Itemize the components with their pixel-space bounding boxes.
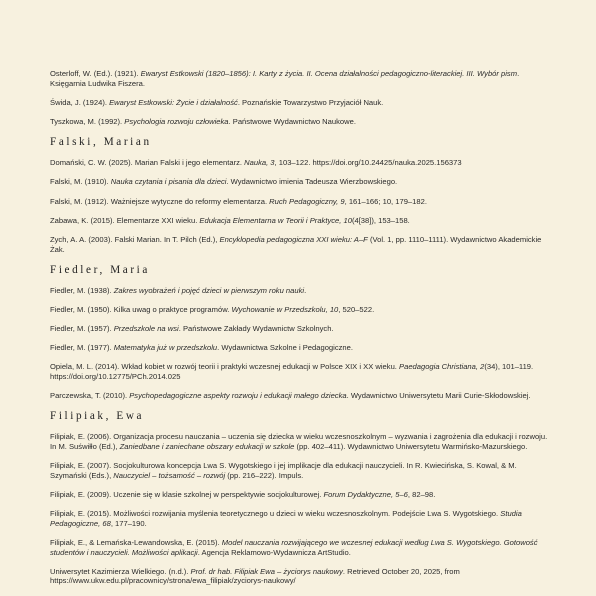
reference-title: Paedagogia Christiana, 2 xyxy=(399,362,485,372)
reference-text: Fiedler, M. (1938). xyxy=(50,285,114,295)
reference-title: Forum Dydaktyczne, 5–6 xyxy=(323,489,408,499)
reference-title: Ewaryst Estkowski (1820–1856): I. Karty z życia. II. Ocena działalności pedagogiczno-literackiej. III. Wybór pism xyxy=(140,69,518,78)
reference-title: Przedszkole na wsi xyxy=(113,324,179,334)
reference-details: . Agencja Reklamowo-Wydawnicza ArtStudio. xyxy=(197,547,351,557)
reference-entry xyxy=(50,432,552,451)
reference-title: Ewaryst Estkowski: Życie i działalność xyxy=(109,97,238,107)
reference-details: . xyxy=(304,285,307,295)
reference-details: , 177–190. xyxy=(110,518,147,528)
reference-title: Model nauczania rozwijającego we wczesnej edukacji według Lwa S. Wygotskiego. Gotowość studentów i nauczycieli. Możliwości aplikacji xyxy=(50,537,538,557)
reference-title: Prof. dr hab. Filipiak Ewa – życiorys naukowy xyxy=(190,566,343,576)
reference-entry xyxy=(50,461,552,480)
reference-entry xyxy=(50,216,552,226)
reference-entry xyxy=(50,362,552,381)
reference-text: Parczewska, T. (2010). xyxy=(50,391,130,401)
reference-text: Filipiak, E. (2006). Organizacja procesu nauczania – uczenia się dziecka w wieku wczesnoszkolnym – wyzwania i zagrożenia dla edukacji i rozwoju. In M. Suświłło (Ed.), xyxy=(50,432,548,451)
reference-text: Uniwersytet Kazimierza Wielkiego. (n.d.). xyxy=(50,566,191,576)
reference-title: Nauka czytania i pisania dla dzieci xyxy=(110,177,227,187)
reference-details: (Vol. 1, pp. 1110–1111). Wydawnictwo Akademickie Żak. xyxy=(50,234,542,254)
reference-entry xyxy=(50,391,552,401)
reference-text: Filipiak, E. (2015). Możliwości rozwijania myślenia teoretycznego u dzieci w wieku wczesnoszkolnym. Podejście Lwa S. Wygotskiego. xyxy=(50,509,501,519)
reference-title: Encyklopedia pedagogiczna XXI wieku: A–F xyxy=(219,234,368,244)
reference-text: Osterloff, W. (Ed.). (1921). xyxy=(50,69,141,78)
reference-details: , 520–522. xyxy=(338,304,375,314)
reference-text: Filipiak, E. (2009). Uczenie się w klasie szkolnej w perspektywie socjokulturowej. xyxy=(50,489,324,499)
reference-title: Zakres wyobrażeń i pojęć dzieci w pierwszym roku nauki xyxy=(113,285,305,295)
section-heading: Filipiak, Ewa xyxy=(50,410,145,423)
reference-title: Ruch Pedagogiczny, 9 xyxy=(269,196,345,206)
reference-title: Psychologia rozwoju człowieka xyxy=(124,116,229,126)
reference-text: Tyszkowa, M. (1992). xyxy=(50,116,125,126)
reference-title: Zaniedbane i zaniechane obszary edukacji w szkole xyxy=(119,442,295,451)
reference-text: Opiela, M. L. (2014). Wkład kobiet w rozwój teorii i praktyki wczesnej edukacji w Polsce XIX i XX wieku. xyxy=(50,362,400,372)
reference-details: , 161–166; 10, 179–182. xyxy=(344,196,427,206)
reference-entry xyxy=(50,509,552,528)
reference-text: Zabawa, K. (2015). Elementarze XXI wieku. xyxy=(50,215,200,225)
reference-details: (4[38]), 153–158. xyxy=(351,215,410,225)
reference-details: , 82–98. xyxy=(407,489,436,499)
reference-details: . Wydawnictwa Szkolne i Pedagogiczne. xyxy=(217,343,353,353)
reference-details: , 103–122. https://doi.org/10.24425/nauka.2025.156373 xyxy=(274,158,462,168)
reference-details: . Państwowe Wydawnictwo Naukowe. xyxy=(228,116,356,126)
reference-details: . Księgarnia Ludwika Fiszera. xyxy=(50,69,520,88)
reference-details: . Państwowe Zakłady Wydawnictw Szkolnych. xyxy=(178,324,334,334)
reference-details: . Retrieved October 20, 2025, from https://www.ukw.edu.pl/pracownicy/strona/ewa_filipiak/zyciorys-naukowy/ xyxy=(50,566,460,586)
section-heading: Falski, Marian xyxy=(50,136,152,149)
reference-text: Falski, M. (1912). Ważniejsze wytyczne do reformy elementarza. xyxy=(50,196,270,206)
reference-text: Filipiak, E. (2007). Socjokulturowa koncepcja Lwa S. Wygotskiego i jej implikacje dla edukacji nauczycieli. In R. Kwiecińska, S. Kowal, & M. Szymański (Eds.), xyxy=(50,461,517,480)
reference-text: Fiedler, M. (1957). xyxy=(50,324,114,334)
reference-entry xyxy=(50,567,552,586)
reference-title: Matematyka już w przedszkolu xyxy=(113,343,218,353)
reference-entry xyxy=(50,117,552,127)
reference-details: (34), 101–119. https://doi.org/10.12775/PCh.2014.025 xyxy=(50,362,534,382)
reference-details: . Wydawnictwo Uniwersytetu Marii Curie-Skłodowskiej. xyxy=(346,391,531,401)
reference-details: . Poznańskie Towarzystwo Przyjaciół Nauk. xyxy=(237,97,384,107)
reference-text: Falski, M. (1910). xyxy=(50,177,111,187)
reference-entry xyxy=(50,197,552,207)
intro-references xyxy=(50,69,552,127)
reference-entry xyxy=(50,490,552,500)
reference-entry xyxy=(50,98,552,108)
reference-details: (pp. 402–411). Wydawnictwo Uniwersytetu Warmińsko-Mazurskiego. xyxy=(294,442,528,451)
reference-entry xyxy=(50,324,552,334)
section-heading: Fiedler, Maria xyxy=(50,263,150,276)
reference-entry xyxy=(50,69,552,88)
reference-text: Filipiak, E., & Lemańska-Lewandowska, E. (2015). xyxy=(50,537,222,547)
bibliography-sections xyxy=(50,136,552,586)
reference-text: Domański, C. W. (2025). Marian Falski i jego elementarz. xyxy=(50,158,245,168)
reference-title: Edukacja Elementarna w Teorii i Praktyce, 10 xyxy=(199,215,352,225)
reference-entry xyxy=(50,177,552,187)
reference-entry xyxy=(50,343,552,353)
reference-entry xyxy=(50,305,552,315)
reference-title: Nauczyciel – tożsamość – rozwój xyxy=(113,470,226,480)
reference-details: . Wydawnictwo imienia Tadeusza Wierzbowskiego. xyxy=(226,177,398,187)
reference-title: Psychopedagogiczne aspekty rozwoju i edukacji małego dziecka xyxy=(129,391,347,401)
reference-title: Studia Pedagogiczne, 68 xyxy=(50,509,522,528)
reference-text: Świda, J. (1924). xyxy=(50,97,110,107)
reference-entry xyxy=(50,538,552,557)
reference-title: Wychowanie w Przedszkolu, 10 xyxy=(231,304,339,314)
reference-entry xyxy=(50,235,552,254)
reference-entry xyxy=(50,286,552,296)
reference-text: Fiedler, M. (1977). xyxy=(50,343,114,353)
reference-title: Nauka, 3 xyxy=(244,158,275,168)
reference-details: (pp. 216–222). Impuls. xyxy=(225,470,304,480)
reference-text: Zych, A. A. (2003). Falski Marian. In T. Pilch (Ed.), xyxy=(50,234,220,244)
reference-text: Fiedler, M. (1950). Kilka uwag o praktyce programów. xyxy=(50,304,232,314)
reference-entry xyxy=(50,158,552,168)
